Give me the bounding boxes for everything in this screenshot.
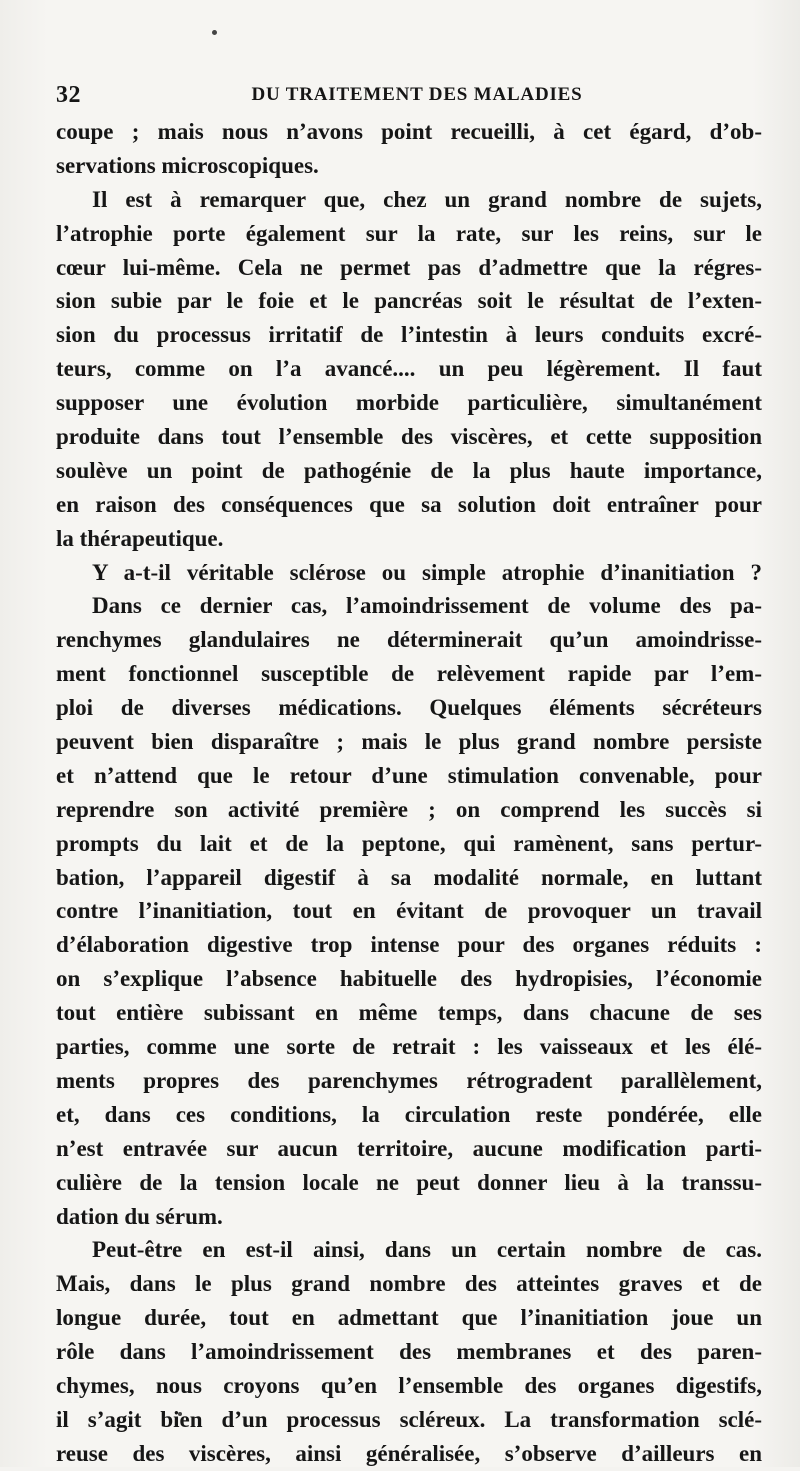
text-line: d’élaboration digestive trop intense pour des organes réduits : bbox=[56, 932, 762, 958]
text-line: la thérapeutique. bbox=[56, 525, 224, 551]
page-number: 32 bbox=[56, 82, 81, 108]
text-line: ploi de diverses médications. Quelques éléments sécréteurs bbox=[56, 695, 762, 721]
text-line: on s’explique l’absence habituelle des hydropisies, l’économie bbox=[56, 966, 762, 992]
text-line: Mais, dans le plus grand nombre des atteintes graves et de bbox=[56, 1271, 762, 1297]
text-line: sion du processus irritatif de l’intestin à leurs conduits excré- bbox=[56, 322, 762, 348]
text-line: teurs, comme on l’a avancé.... un peu légèrement. Il faut bbox=[56, 356, 762, 382]
text-line: reuse des viscères, ainsi généralisée, s’observe d’ailleurs en bbox=[56, 1440, 762, 1466]
ink-speck bbox=[212, 30, 217, 35]
text-line: peuvent bien disparaître ; mais le plus grand nombre persiste bbox=[56, 729, 762, 755]
text-line: et n’attend que le retour d’une stimulation convenable, pour bbox=[56, 762, 762, 788]
body-text bbox=[56, 115, 762, 1471]
text-line: contre l’inanitiation, tout en évitant de provoquer un travail bbox=[56, 898, 762, 924]
text-line: n’est entravée sur aucun territoire, aucune modification parti- bbox=[56, 1135, 762, 1161]
page-header bbox=[56, 82, 758, 110]
text-line: Dans ce dernier cas, l’amoindrissement de volume des pa- bbox=[92, 593, 762, 619]
text-line: Il est à remarquer que, chez un grand nombre de sujets, bbox=[92, 186, 762, 212]
text-line: reprendre son activité première ; on comprend les succès si bbox=[56, 796, 762, 822]
text-line: ment fonctionnel susceptible de relèvement rapide par l’em- bbox=[56, 661, 762, 687]
text-line: sion subie par le foie et le pancréas soit le résultat de l’exten- bbox=[56, 288, 762, 314]
text-line: ments propres des parenchymes rétrogradent parallèlement, bbox=[56, 1067, 762, 1093]
text-line: chymes, nous croyons qu’en l’ensemble des organes digestifs, bbox=[56, 1372, 762, 1398]
text-line: Y a-t-il véritable sclérose ou simple atrophie d’inanitiation ? bbox=[92, 559, 762, 585]
text-line: l’atrophie porte également sur la rate, sur les reins, sur le bbox=[56, 220, 762, 246]
text-line: renchymes glandulaires ne déterminerait qu’un amoindrisse- bbox=[56, 627, 762, 653]
text-line: dation du sérum. bbox=[56, 1203, 223, 1229]
text-line: culière de la tension locale ne peut donner lieu à la transsu- bbox=[56, 1169, 762, 1195]
text-line: supposer une évolution morbide particulière, simultanément bbox=[56, 390, 762, 416]
text-line: bation, l’appareil digestif à sa modalité normale, en luttant bbox=[56, 864, 762, 890]
text-line: parties, comme une sorte de retrait : les vaisseaux et les élé- bbox=[56, 1034, 762, 1060]
text-line: tout entière subissant en même temps, dans chacune de ses bbox=[56, 1000, 762, 1026]
text-line: rôle dans l’amoindrissement des membranes et des paren- bbox=[56, 1339, 762, 1365]
text-line: coupe ; mais nous n’avons point recueilli, à cet égard, d’ob- bbox=[56, 119, 762, 144]
text-line: et, dans ces conditions, la circulation reste pondérée, elle bbox=[56, 1101, 762, 1127]
text-line: cœur lui-même. Cela ne permet pas d’admettre que la régres- bbox=[56, 254, 762, 280]
text-line: servations microscopiques. bbox=[56, 152, 319, 178]
running-title: DU TRAITEMENT DES MALADIES bbox=[251, 84, 583, 105]
text-line: soulève un point de pathogénie de la plus haute importance, bbox=[56, 457, 762, 483]
text-line: produite dans tout l’ensemble des viscères, et cette supposition bbox=[56, 424, 762, 450]
text-line: Peut-être en est-il ainsi, dans un certain nombre de cas. bbox=[92, 1237, 762, 1263]
text-line: en raison des conséquences que sa solution doit entraîner pour bbox=[56, 491, 762, 517]
text-line: prompts du lait et de la peptone, qui ramènent, sans pertur- bbox=[56, 830, 762, 856]
text-line: longue durée, tout en admettant que l’inanitiation joue un bbox=[56, 1305, 762, 1331]
text-line: il s’agit bien d’un processus scléreux. La transformation sclé- bbox=[56, 1406, 762, 1432]
